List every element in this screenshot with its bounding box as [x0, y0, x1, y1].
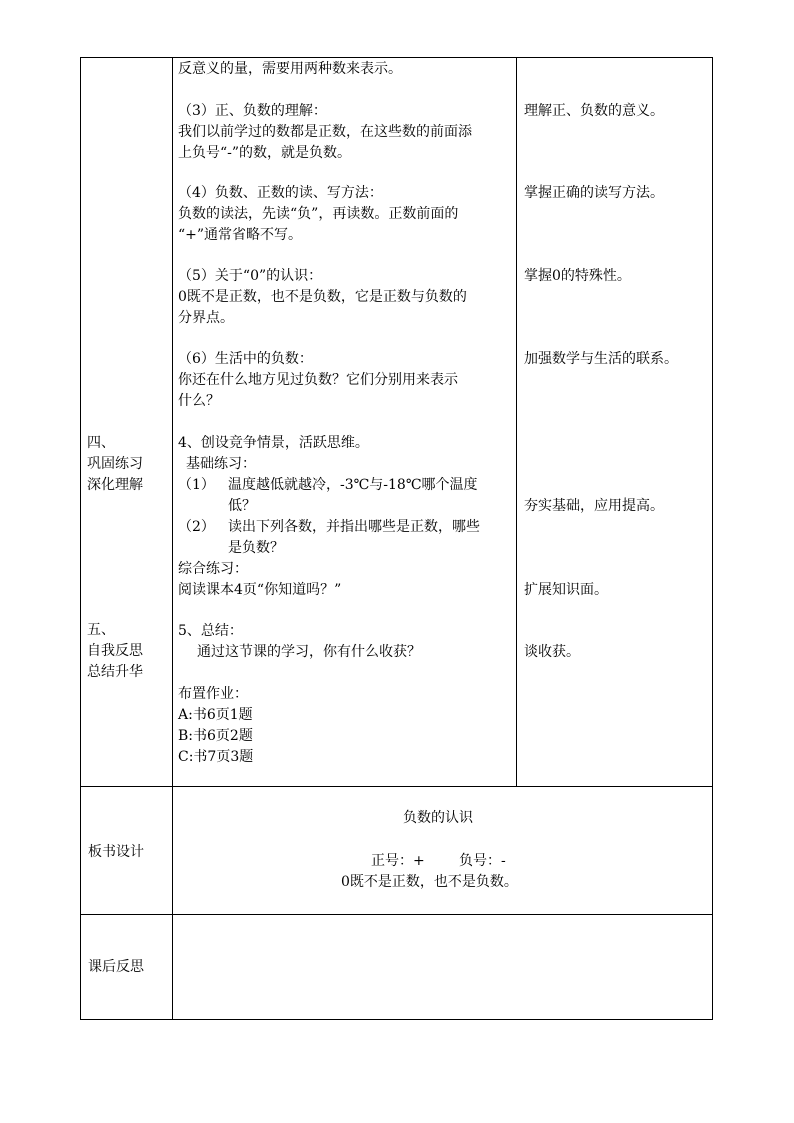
homework-label: 布置作业：	[178, 686, 248, 702]
reflection-label: 课后反思	[88, 959, 144, 975]
step4-title: 4、创设竞争情景，活跃思维。	[178, 435, 369, 451]
table-divider-process-board	[80, 786, 713, 787]
section-line: 上负号“-”的数，就是负数。	[178, 145, 352, 161]
section-heading: （6）生活中的负数：	[178, 351, 313, 367]
step5-question: 通过这节课的学习，你有什么收获？	[197, 644, 421, 660]
stage-five-number: 五、	[87, 622, 115, 638]
section-line: 分界点。	[178, 310, 234, 326]
section-heading: （4）负数、正数的读、写方法：	[178, 185, 383, 201]
intent-harvest: 谈收获。	[524, 644, 580, 660]
table-border-bottom	[80, 1019, 713, 1020]
intent-knowledge: 扩展知识面。	[524, 582, 608, 598]
section-heading: （5）关于“0”的认识：	[178, 268, 323, 284]
exercise-line: 温度越低就越冷，-3℃与-18℃哪个温度	[228, 477, 478, 493]
board-positive-sign: 正号：+	[371, 853, 425, 869]
intent-life-connection: 加强数学与生活的联系。	[524, 351, 678, 367]
intent-read-write: 掌握正确的读写方法。	[524, 185, 664, 201]
section-life	[178, 349, 458, 412]
table-border-right	[712, 57, 713, 1020]
homework-item: A:书6页1题	[178, 707, 253, 723]
section-zero	[178, 266, 467, 329]
stage-four-number: 四、	[87, 435, 115, 451]
board-zero-note: 0既不是正数，也不是负数。	[341, 874, 518, 890]
section-read-write	[178, 183, 458, 246]
stage-five-label	[87, 620, 143, 683]
stage-four-line1: 巩固练习	[87, 456, 143, 472]
section-line: 你还在什么地方见过负数？它们分别用来表示	[178, 372, 458, 388]
table-divider-col1	[172, 57, 173, 1020]
homework-block	[178, 684, 253, 768]
exercise-line: 读出下列各数，并指出哪些是正数，哪些	[228, 519, 480, 535]
section-heading: （3）正、负数的理解：	[178, 103, 327, 119]
exercise-2-number: （2）	[178, 519, 215, 535]
board-negative-sign: 负号：-	[459, 853, 506, 869]
homework-item: B:书6页2题	[178, 728, 253, 744]
stage-five-line2: 总结升华	[87, 664, 143, 680]
exercise-line: 低？	[228, 498, 256, 514]
board-title: 负数的认识	[403, 810, 473, 826]
table-border-left	[80, 57, 81, 1020]
comprehensive-practice-label: 综合练习：	[178, 561, 248, 577]
basic-practice-label: 基础练习：	[186, 456, 256, 472]
section-line: “+”通常省略不写。	[178, 227, 303, 243]
stage-four-label	[87, 433, 143, 496]
exercise-1-number: （1）	[178, 477, 215, 493]
section-line: 什么？	[178, 393, 220, 409]
step5-title: 5、总结：	[178, 623, 243, 639]
intent-foundation: 夯实基础，应用提高。	[524, 498, 664, 514]
table-divider-board-reflection	[80, 914, 713, 915]
exercise-line: 是负数？	[228, 540, 284, 556]
table-divider-col2	[516, 57, 517, 787]
board-design-label: 板书设计	[88, 844, 144, 860]
stage-four-line2: 深化理解	[87, 477, 143, 493]
section-line: 我们以前学过的数都是正数，在这些数的前面添	[178, 124, 472, 140]
intent-zero: 掌握0的特殊性。	[524, 268, 631, 284]
stage-five-line1: 自我反思	[87, 643, 143, 659]
intent-understand-meaning: 理解正、负数的意义。	[524, 103, 664, 119]
process-intro-tail: 反意义的量，需要用两种数来表示。	[178, 61, 402, 77]
section-line: 0既不是正数，也不是负数，它是正数与负数的	[178, 289, 467, 305]
exercise-2-text	[228, 517, 480, 559]
exercise-1-text	[228, 475, 478, 517]
section-understanding	[178, 101, 472, 164]
homework-item: C:书7页3题	[178, 749, 254, 765]
table-border-top	[80, 57, 713, 58]
section-line: 负数的读法，先读“负”，再读数。正数前面的	[178, 206, 459, 222]
reading-assignment: 阅读课本4页“你知道吗？”	[178, 582, 342, 598]
